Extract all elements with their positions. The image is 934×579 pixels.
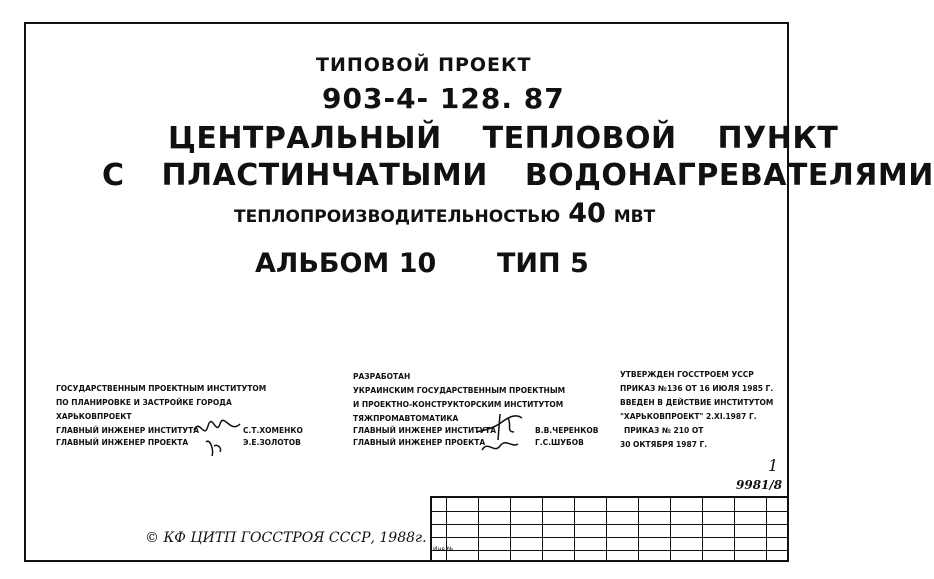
middle-developed: РАЗРАБОТАН (353, 372, 411, 381)
approval-line-2: ПРИКАЗ №136 ОТ 16 ИЮЛЯ 1985 Г. (620, 384, 774, 393)
title-line-2: С ПЛАСТИНЧАТЫМИ ВОДОНАГРЕВАТЕЛЯМИ (102, 158, 934, 193)
signature-khomenko (190, 416, 245, 458)
left-org-line-1: ГОСУДАРСТВЕННЫМ ПРОЕКТНЫМ ИНСТИТУТОМ (56, 384, 267, 393)
title-block-grid (430, 496, 789, 562)
middle-role-1: ГЛАВНЫЙ ИНЖЕНЕР ИНСТИТУТА (353, 426, 497, 435)
left-org-line-3: ХАРЬКОВПРОЕКТ (56, 412, 132, 421)
signature-cherenkov (472, 410, 534, 454)
middle-role-2: ГЛАВНЫЙ ИНЖЕНЕР ПРОЕКТА (353, 438, 486, 447)
left-name-1: С.Т.ХОМЕНКО (243, 426, 303, 435)
project-type: ТИПОВОЙ ПРОЕКТ (316, 54, 532, 76)
type-label: ТИП 5 (497, 248, 589, 279)
title-line-1: ЦЕНТРАЛЬНЫЙ ТЕПЛОВОЙ ПУНКТ (168, 121, 839, 156)
approval-line-5: ПРИКАЗ № 210 ОТ (624, 426, 704, 435)
project-number: 903-4- 128. 87 (322, 82, 565, 115)
sheet-number: 1 (768, 456, 779, 475)
capacity-label: ТЕПЛОПРОИЗВОДИТЕЛЬНОСТЬЮ (234, 207, 561, 227)
left-role-2: ГЛАВНЫЙ ИНЖЕНЕР ПРОЕКТА (56, 438, 189, 447)
approval-line-3: ВВЕДЕН В ДЕЙСТВИЕ ИНСТИТУТОМ (620, 398, 774, 407)
capacity-line (234, 198, 655, 229)
capacity-unit: МВТ (613, 207, 656, 227)
left-org-line-2: ПО ПЛАНИРОВКЕ И ЗАСТРОЙКЕ ГОРОДА (56, 398, 232, 407)
middle-org-line-3: ТЯЖПРОМАВТОМАТИКА (353, 414, 459, 423)
album-label: АЛЬБОМ 10 (255, 248, 437, 279)
middle-name-1: В.В.ЧЕРЕНКОВ (535, 426, 599, 435)
middle-org-line-2: И ПРОЕКТНО-КОНСТРУКТОРСКИМ ИНСТИТУТОМ (353, 400, 564, 409)
middle-org-line-1: УКРАИНСКИМ ГОСУДАРСТВЕННЫМ ПРОЕКТНЫМ (353, 386, 566, 395)
archive-number: 9981/8 (736, 478, 783, 492)
approval-line-4: "ХАРЬКОВПРОЕКТ" 2.XI.1987 Г. (620, 412, 757, 421)
approval-line-6: 30 ОКТЯБРЯ 1987 Г. (620, 440, 708, 449)
inventory-label: Инв.№ (433, 546, 454, 553)
middle-name-2: Г.С.ШУБОВ (535, 438, 584, 447)
left-name-2: Э.Е.ЗОЛОТОВ (243, 438, 301, 447)
capacity-value: 40 (568, 198, 606, 229)
left-role-1: ГЛАВНЫЙ ИНЖЕНЕР ИНСТИТУТА (56, 426, 200, 435)
copyright-note: © КФ ЦИТП ГОССТРОЯ СССР, 1988г. (145, 530, 427, 546)
approval-block (620, 368, 773, 452)
approval-line-1: УТВЕРЖДЕН ГОССТРОЕМ УССР (620, 370, 754, 379)
